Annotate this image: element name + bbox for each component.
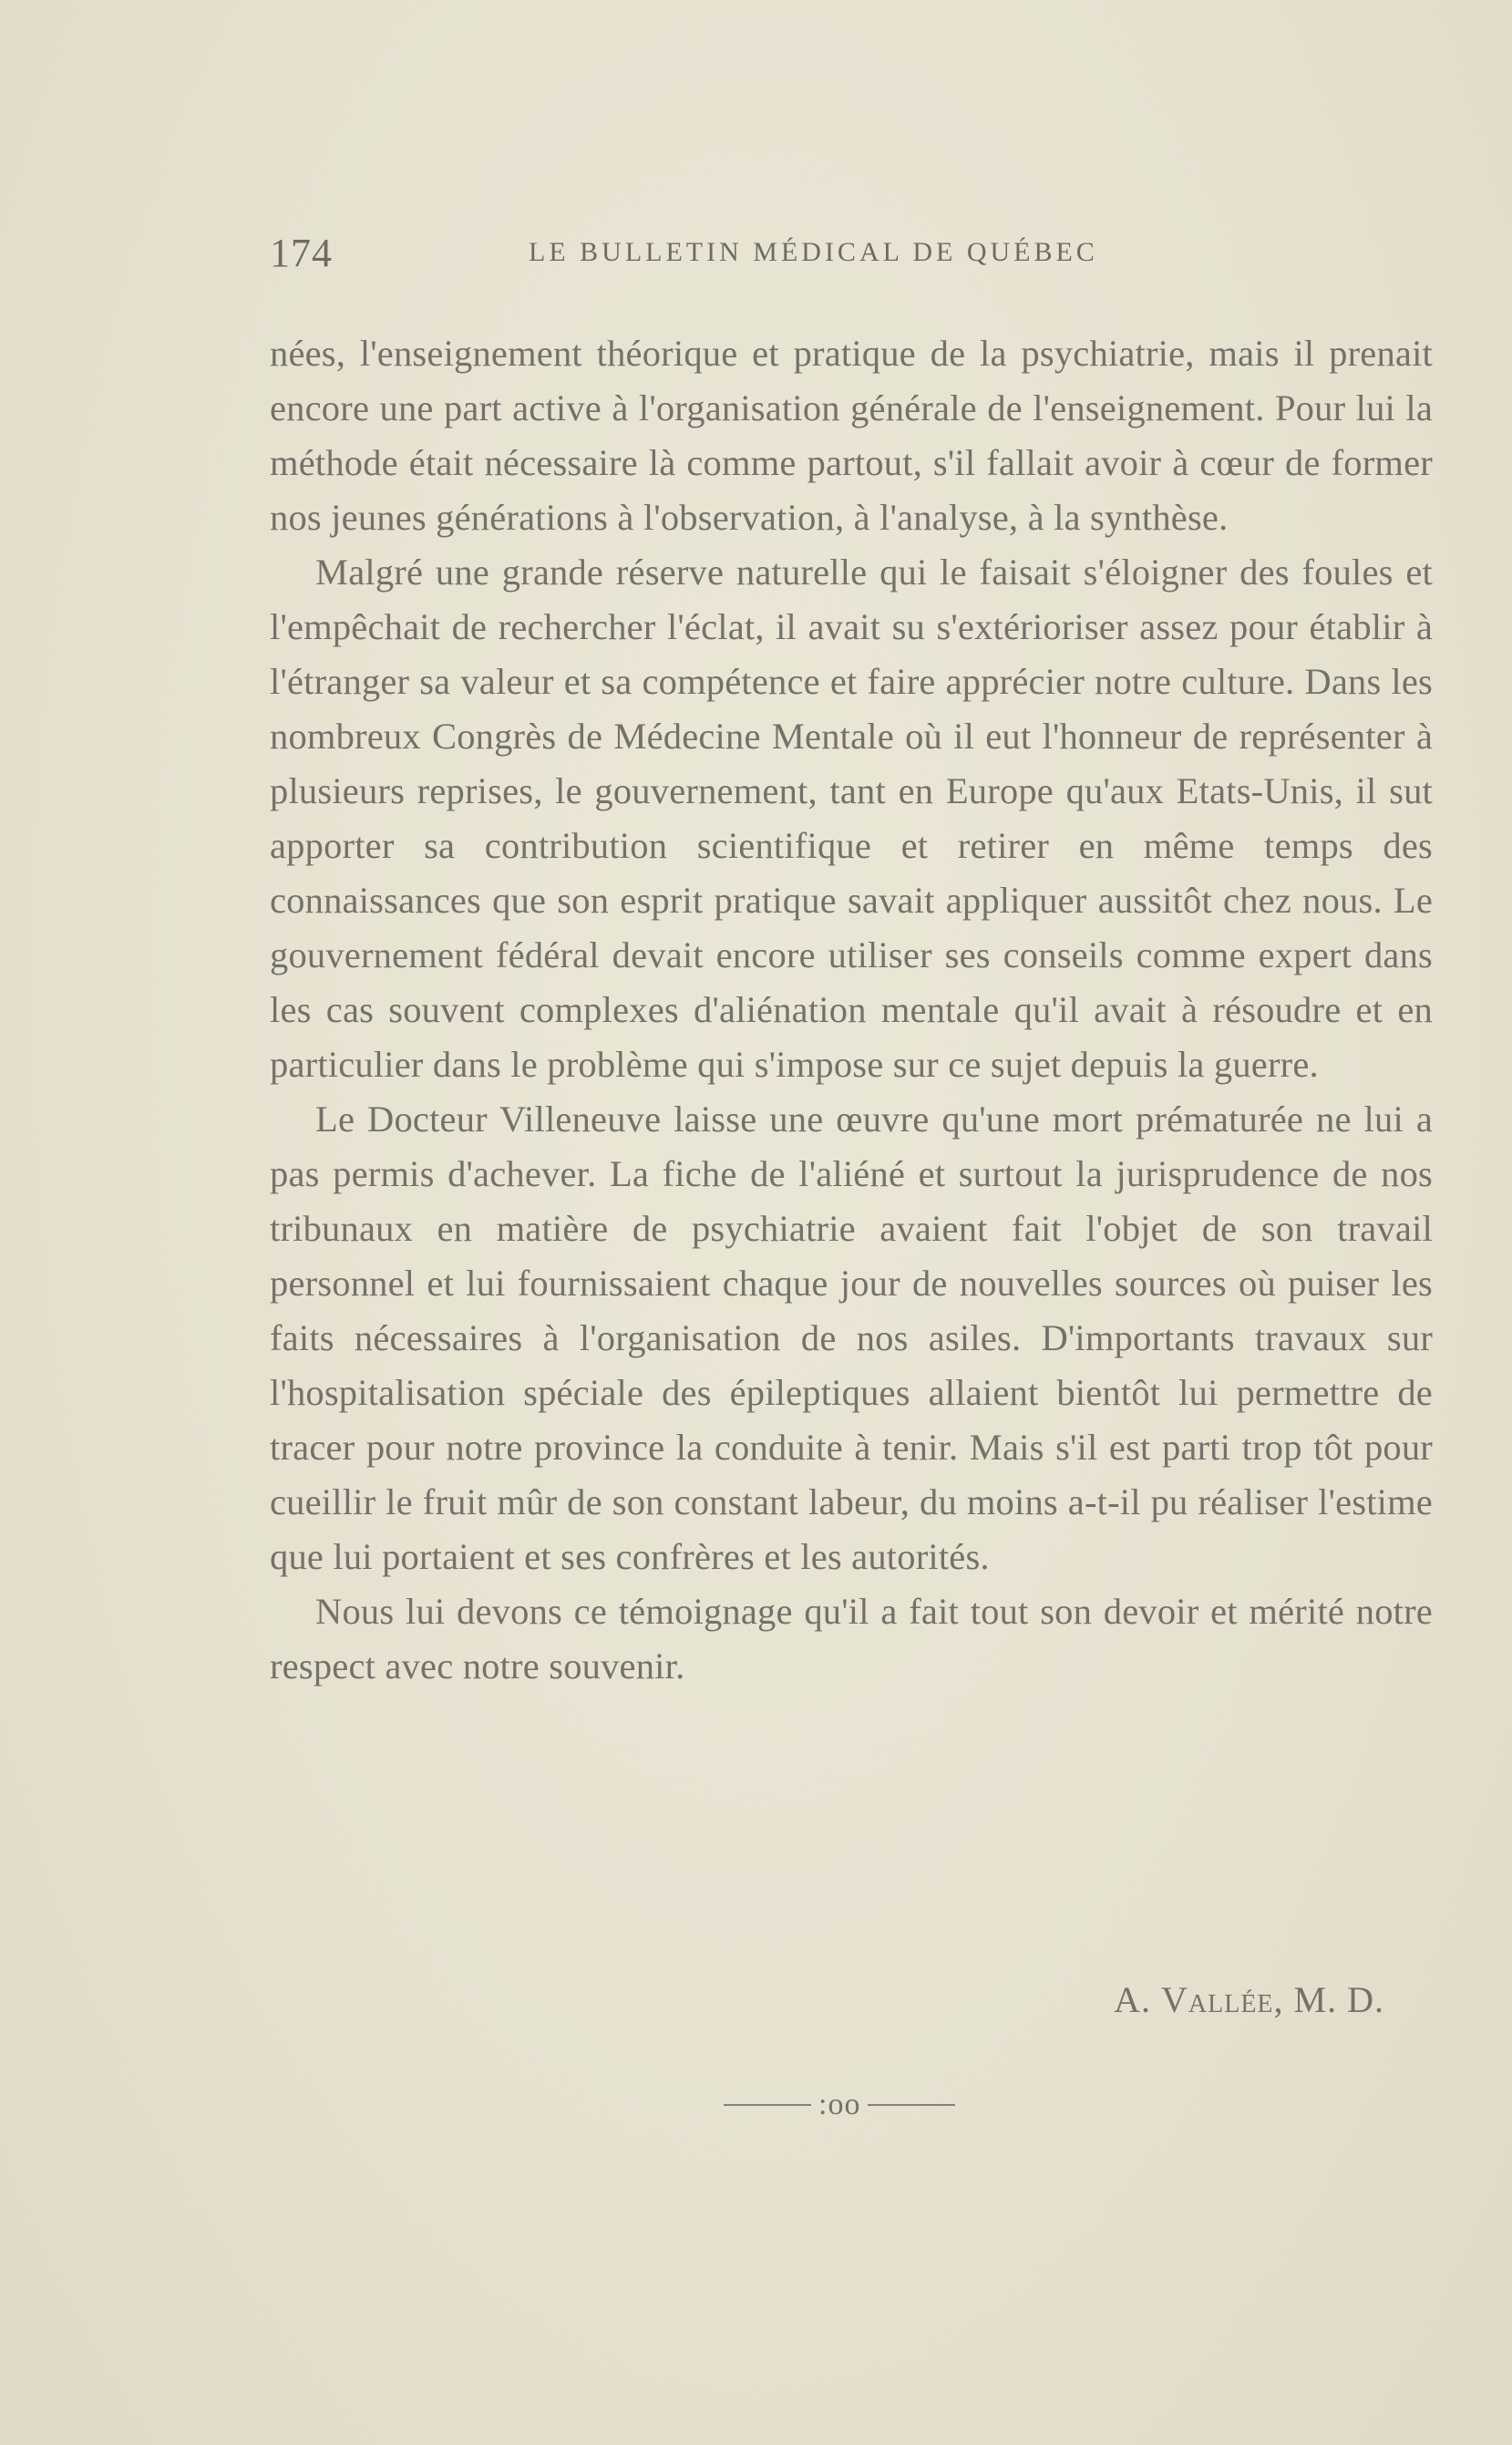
paragraph: Malgré une grande réserve naturelle qui le faisait s'éloigner des foules et l'empêchait de rechercher l'éclat, il avait su s'extérioriser assez pour établir à l'étranger sa valeur et sa compétence et faire apprécier notre culture. Dans les nombreux Congrès de Médecine Mentale où il eut l'honneur de représenter à plusieurs reprises, le gouvernement, tant en Europe qu'aux Etats-Unis, il sut apporter sa contribution scientifique et retirer en même temps des connaissances que son esprit pratique savait appliquer aussitôt chez nous. Le gouvernement fédéral devait encore utiliser ses conseils comme expert dans les cas souvent complexes d'aliénation mentale qu'il avait à résoudre et en particulier dans le problème qui s'impose sur ce sujet depuis la guerre. [270,552,1433,1085]
signature-surname: Vallée [1161,1979,1274,2020]
signature-suffix: , M. D. [1273,1979,1384,2020]
journal-title: LE BULLETIN MÉDICAL DE QUÉBEC [529,237,1098,267]
author-signature [1114,1978,1384,2021]
separator-mark: :oo [818,2088,861,2121]
separator-rule-right [868,2104,955,2106]
paragraph-continuation: nées, l'enseignement théorique et pratique de la psychiatrie, mais il prenait encore une part active à l'organisation générale de l'enseignement. Pour lui la méthode était nécessaire là comme partout, s'il fallait avoir à cœur de former nos jeunes générations à l'observation, à l'analyse, à la synthèse. [270,333,1433,538]
paragraph: Le Docteur Villeneuve laisse une œuvre qu'une mort prématurée ne lui a pas permis d'achever. La fiche de l'aliéné et surtout la jurisprudence de nos tribunaux en matière de psychiatrie avaient fait l'objet de son travail personnel et lui fournissaient chaque jour de nouvelles sources où puiser les faits nécessaires à l'organisation de nos asiles. D'importants travaux sur l'hospitalisation spéciale des épileptiques allaient bientôt lui permettre de tracer pour notre province la conduite à tenir. Mais s'il est parti trop tôt pour cueillir le fruit mûr de son constant labeur, du moins a-t-il pu réaliser l'estime que lui portaient et ses confrères et les autorités. [270,1099,1433,1577]
page-number: 174 [270,231,333,275]
paragraph: Nous lui devons ce témoignage qu'il a fait tout son devoir et mérité notre respect avec notre souvenir. [270,1591,1433,1687]
article-body [270,326,1433,1694]
section-separator [724,2082,955,2128]
separator-rule-left [724,2104,811,2106]
signature-initial: A. [1114,1979,1162,2020]
running-head [270,230,1183,284]
